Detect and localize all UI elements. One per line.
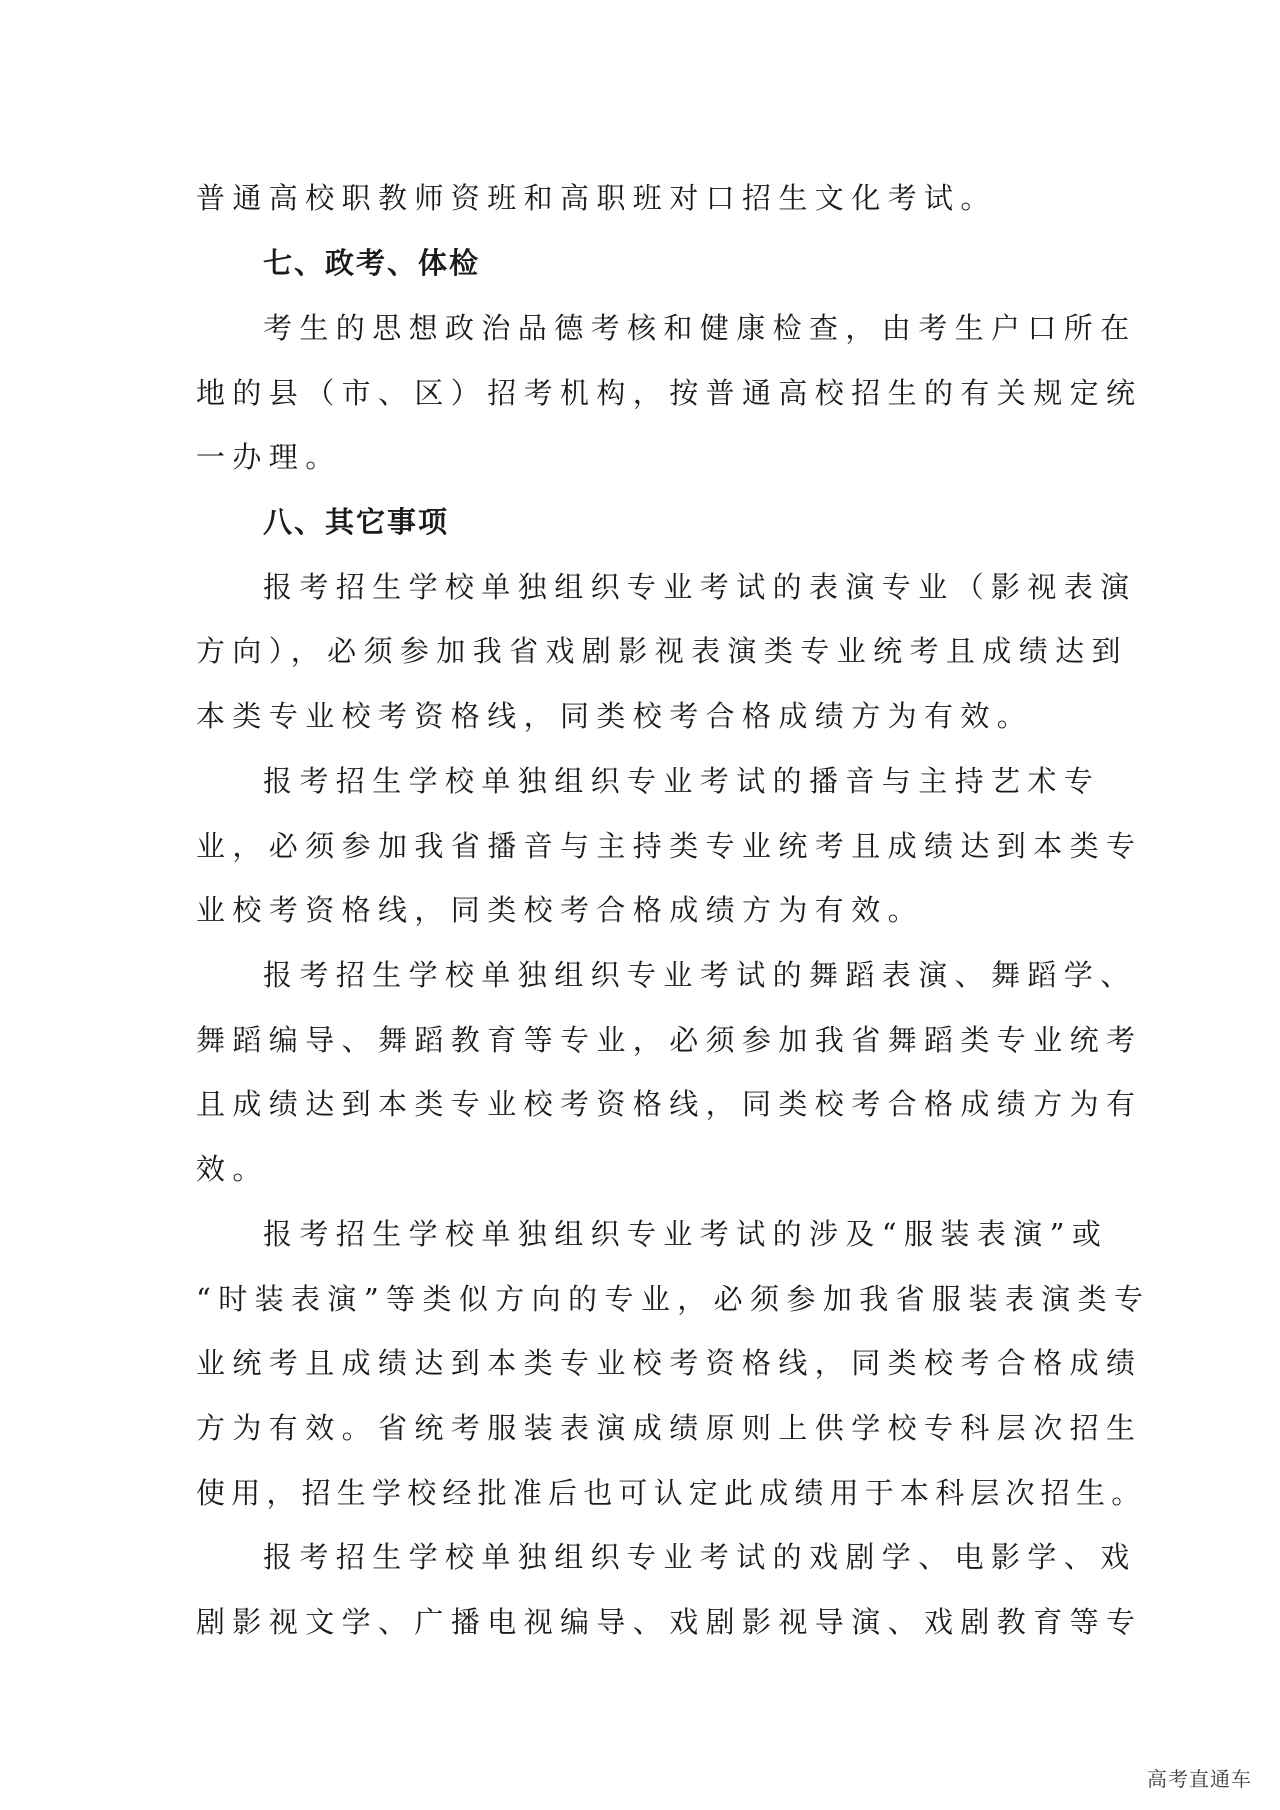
body-line: 剧影视文学、广播电视编导、戏剧影视导演、戏剧教育等专 — [196, 1605, 1143, 1639]
section-heading-7: 七、政考、体检 — [263, 246, 481, 280]
body-line: 报考招生学校单独组织专业考试的表演专业（影视表演 — [263, 570, 1137, 604]
body-line: 方为有效。省统考服装表演成绩原则上供学校专科层次招生 — [196, 1411, 1143, 1445]
body-line: 效。 — [196, 1152, 269, 1186]
body-line: 普通高校职教师资班和高职班对口招生文化考试。 — [196, 181, 997, 215]
body-line: 舞蹈编导、舞蹈教育等专业，必须参加我省舞蹈类专业统考 — [196, 1023, 1143, 1057]
body-line: 方向），必须参加我省戏剧影视表演类专业统考且成绩达到 — [196, 634, 1128, 668]
body-line: 业统考且成绩达到本类专业校考资格线，同类校考合格成绩 — [196, 1346, 1143, 1380]
body-line: 报考招生学校单独组织专业考试的戏剧学、电影学、戏 — [263, 1540, 1137, 1574]
body-line: 报考招生学校单独组织专业考试的播音与主持艺术专 — [263, 764, 1101, 798]
body-line: 且成绩达到本类专业校考资格线，同类校考合格成绩方为有 — [196, 1087, 1143, 1121]
body-line: 报考招生学校单独组织专业考试的涉及“服装表演”或 — [263, 1217, 1109, 1251]
section-heading-8: 八、其它事项 — [263, 505, 450, 539]
body-line: 业校考资格线，同类校考合格成绩方为有效。 — [196, 893, 925, 927]
body-line: 业，必须参加我省播音与主持类专业统考且成绩达到本类专 — [196, 829, 1143, 863]
body-line: 报考招生学校单独组织专业考试的舞蹈表演、舞蹈学、 — [263, 958, 1137, 992]
body-line: 使用，招生学校经批准后也可认定此成绩用于本科层次招生。 — [196, 1476, 1147, 1510]
body-line: 一办理。 — [196, 440, 342, 474]
watermark: 高考直通车 — [1147, 1767, 1252, 1791]
body-line: 考生的思想政治品德考核和健康检查，由考生户口所在 — [263, 311, 1137, 345]
body-line: 本类专业校考资格线，同类校考合格成绩方为有效。 — [196, 699, 1034, 733]
body-line: “时装表演”等类似方向的专业，必须参加我省服装表演类专 — [196, 1282, 1151, 1316]
body-line: 地的县（市、区）招考机构，按普通高校招生的有关规定统 — [196, 376, 1143, 410]
